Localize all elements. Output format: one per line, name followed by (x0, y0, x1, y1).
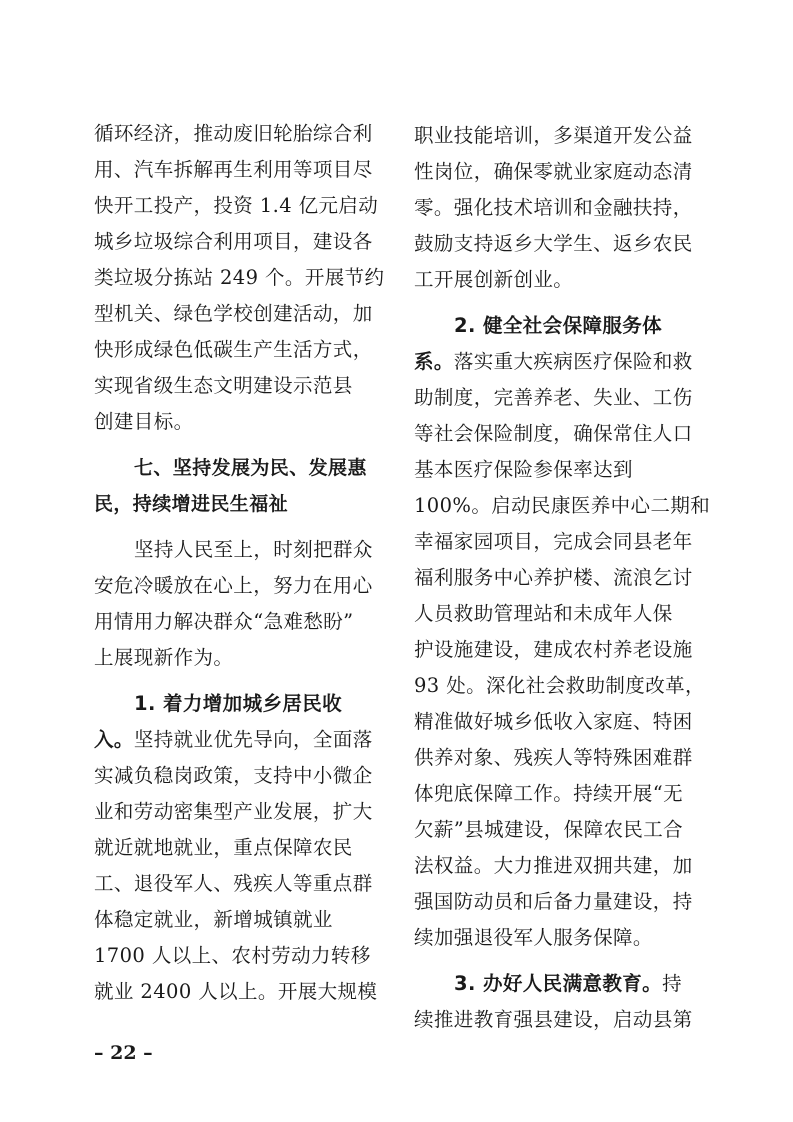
text-line: 零。强化技术培训和金融扶持， (414, 196, 693, 219)
text-line: 类垃圾分拣站 249 个。开展节约 (94, 266, 385, 289)
text-line: 等社会保险制度，确保常住人口 (414, 422, 693, 445)
subsection-title: 3. 办好人民满意教育。 (454, 972, 663, 995)
text-line-rest: 持 (662, 972, 682, 995)
page-number: – 22 – (94, 1042, 153, 1064)
text-line: 续加强退役军人服务保障。 (414, 926, 653, 949)
text-line: 护设施建设，建成农村养老设施 (414, 638, 693, 661)
text-line-rest: 坚持就业优先导向，全面落 (133, 728, 373, 751)
text-line: 创建目标。 (94, 410, 194, 433)
text-line-rest: 落实重大疾病医疗保险和救 (453, 350, 693, 373)
text-line: 实现省级生态文明建设示范县 (94, 374, 353, 397)
subsection-title: 2. 健全社会保障服务体 (454, 314, 663, 337)
text-line: 基本医疗保险参保率达到 (414, 458, 633, 481)
text-line: 精准做好城乡低收入家庭、特困 (414, 710, 693, 733)
text-line: 用情用力解决群众“急难愁盼” (94, 610, 354, 633)
text-line: 欠薪”县城建设，保障农民工合 (414, 818, 684, 841)
text-line: 100%。启动民康医养中心二期和 (414, 494, 710, 517)
text-line (94, 722, 390, 758)
text-line: 用、汽车拆解再生利用等项目尽 (94, 158, 373, 181)
subsection-title: 入。 (94, 728, 134, 751)
section-heading: 民，持续增进民生福祉 (94, 493, 289, 515)
text-line: 坚持人民至上，时刻把群众 (134, 538, 373, 561)
text-line: 人员救助管理站和未成年人保 (414, 602, 673, 625)
subsection-title: 1. 着力增加城乡居民收 (134, 692, 343, 715)
text-line (414, 344, 710, 380)
text-line: 就近就地就业，重点保障农民 (94, 836, 353, 859)
left-column (94, 116, 390, 1010)
text-line: 强国防动员和后备力量建设，持 (414, 890, 693, 913)
text-line: 工、退役军人、残疾人等重点群 (94, 872, 373, 895)
text-line: 体兜底保障工作。持续开展“无 (414, 782, 684, 805)
text-line: 供养对象、残疾人等特殊困难群 (414, 746, 693, 769)
text-line: 法权益。大力推进双拥共建，加 (414, 854, 693, 877)
text-line: 幸福家园项目，完成会同县老年 (414, 530, 693, 553)
right-column (414, 118, 710, 1038)
text-line: 体稳定就业，新增城镇就业 (94, 908, 333, 931)
text-line: 上展现新作为。 (94, 646, 234, 669)
text-line: 鼓励支持返乡大学生、返乡农民 (414, 232, 693, 255)
text-line: 快开工投产，投资 1.4 亿元启动 (94, 194, 379, 217)
text-line: 续推进教育强县建设，启动县第 (414, 1008, 693, 1031)
text-line: 实减负稳岗政策，支持中小微企 (94, 764, 373, 787)
text-line: 性岗位，确保零就业家庭动态清 (414, 160, 693, 183)
text-line: 1700 人以上、农村劳动力转移 (94, 944, 371, 967)
text-line: 工开展创新创业。 (414, 268, 574, 291)
text-line: 循环经济，推动废旧轮胎综合利 (94, 122, 373, 145)
text-line: 业和劳动密集型产业发展，扩大 (94, 800, 373, 823)
text-line: 型机关、绿色学校创建活动，加 (94, 302, 373, 325)
section-heading: 七、坚持发展为民、发展惠 (134, 457, 367, 479)
text-line: 就业 2400 人以上。开展大规模 (94, 980, 378, 1003)
text-line: 助制度，完善养老、失业、工伤 (414, 386, 693, 409)
text-line: 城乡垃圾综合利用项目，建设各 (94, 230, 373, 253)
text-line (414, 966, 710, 1002)
text-line: 职业技能培训，多渠道开发公益 (414, 124, 693, 147)
text-line: 福利服务中心养护楼、流浪乞讨 (414, 566, 693, 589)
text-line: 快形成绿色低碳生产生活方式， (94, 338, 373, 361)
text-line: 安危冷暖放在心上，努力在用心 (94, 574, 373, 597)
subsection-title: 系。 (414, 350, 454, 373)
text-line: 93 处。深化社会救助制度改革， (414, 674, 705, 697)
